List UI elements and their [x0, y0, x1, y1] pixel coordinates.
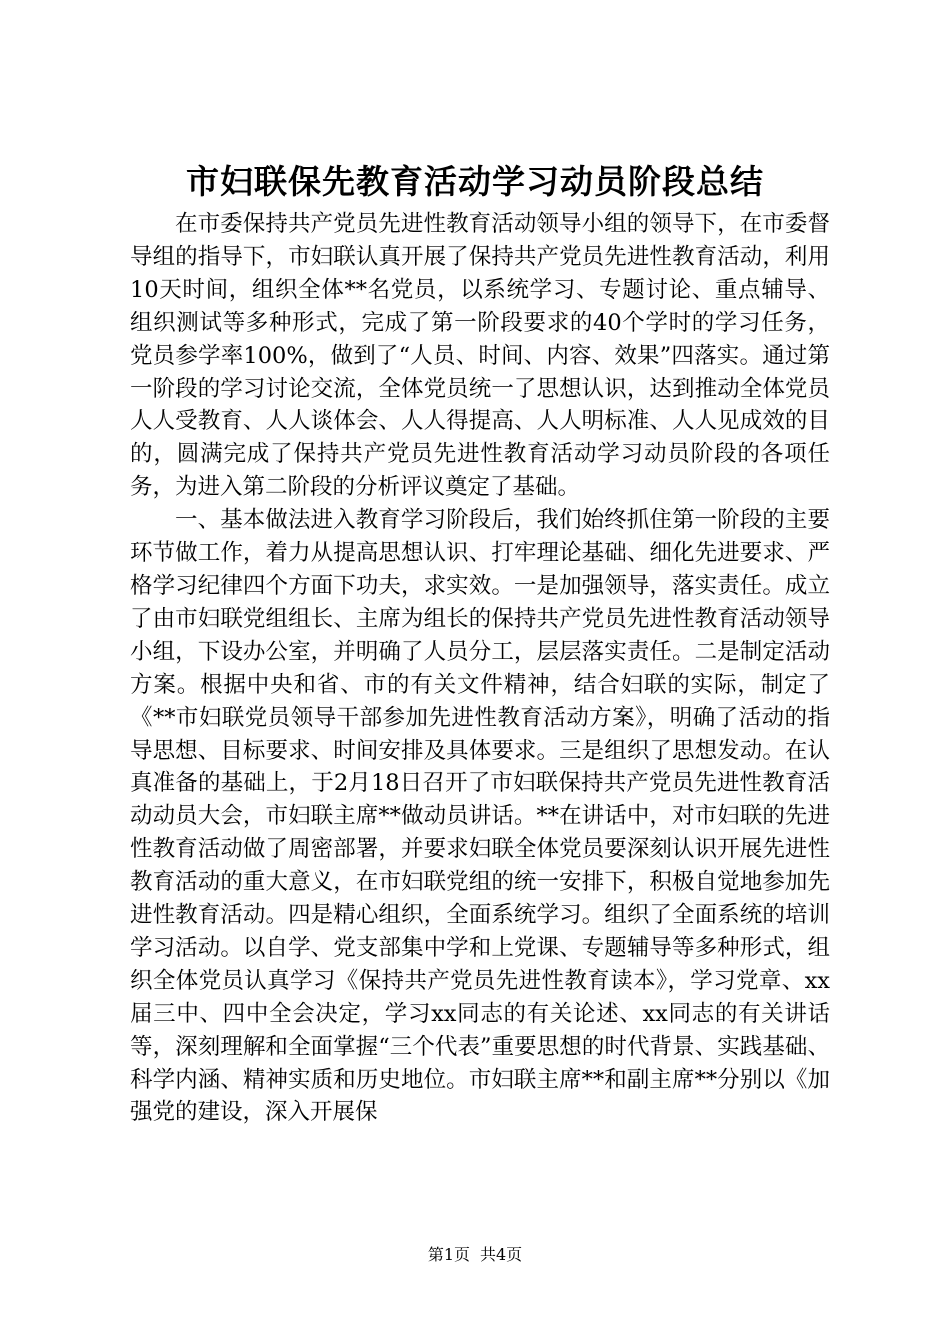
- paragraph-basic-practice: 一、基本做法进入教育学习阶段后，我们始终抓住第一阶段的主要环节做工作，着力从提高思想认识、打牢理论基础、细化先进要求、严格学习纪律四个方面下功夫，求实效。一是加强领导，落实责任。成立了由市妇联党组组长、主席为组长的保持共产党员先进性教育活动领导小组，下设办公室，并明确了人员分工，层层落实责任。二是制定活动方案。根据中央和省、市的有关文件精神，结合妇联的实际，制定了《**市妇联党员领导干部参加先进性教育活动方案》，明确了活动的指导思想、目标要求、时间安排及具体要求。三是组织了思想发动。在认真准备的基础上，于2月18日召开了市妇联保持共产党员先进性教育活动动员大会，市妇联主席**做动员讲话。**在讲话中，对市妇联的先进性教育活动做了周密部署，并要求妇联全体党员要深刻认识开展先进性教育活动的重大意义，在市妇联党组的统一安排下，积极自觉地参加先进性教育活动。四是精心组织，全面系统学习。组织了全面系统的培训学习活动。以自学、党支部集中学和上党课、专题辅导等多种形式，组织全体党员认真学习《保持共产党员先进性教育读本》，学习党章、xx届三中、四中全会决定，学习xx同志的有关论述、xx同志的有关讲话等，深刻理解和全面掌握“三个代表”重要思想的时代背景、实践基础、科学内涵、精神实质和历史地位。市妇联主席**和副主席**分别以《加强党的建设，深入开展保: [130, 507, 830, 1126]
- page-number: 第1页: [427, 1245, 470, 1264]
- document-body: [130, 208, 830, 1129]
- page-total: 共4页: [480, 1245, 523, 1264]
- paragraph-intro: 在市委保持共产党员先进性教育活动领导小组的领导下，在市委督导组的指导下，市妇联认真开展了保持共产党员先进性教育活动，利用10天时间，组织全体**名党员，以系统学习、专题讨论、重点辅导、组织测试等多种形式，完成了第一阶段要求的40个学时的学习任务，党员参学率100%，做到了“人员、时间、内容、效果”四落实。通过第一阶段的学习讨论交流，全体党员统一了思想认识，达到推动全体党员人人受教育、人人谈体会、人人得提高、人人明标准、人人见成效的目的，圆满完成了保持共产党员先进性教育活动学习动员阶段的各项任务，为进入第二阶段的分析评议奠定了基础。: [130, 211, 830, 501]
- document-title: 市妇联保先教育活动学习动员阶段总结: [186, 162, 764, 201]
- page-footer: [0, 1244, 950, 1266]
